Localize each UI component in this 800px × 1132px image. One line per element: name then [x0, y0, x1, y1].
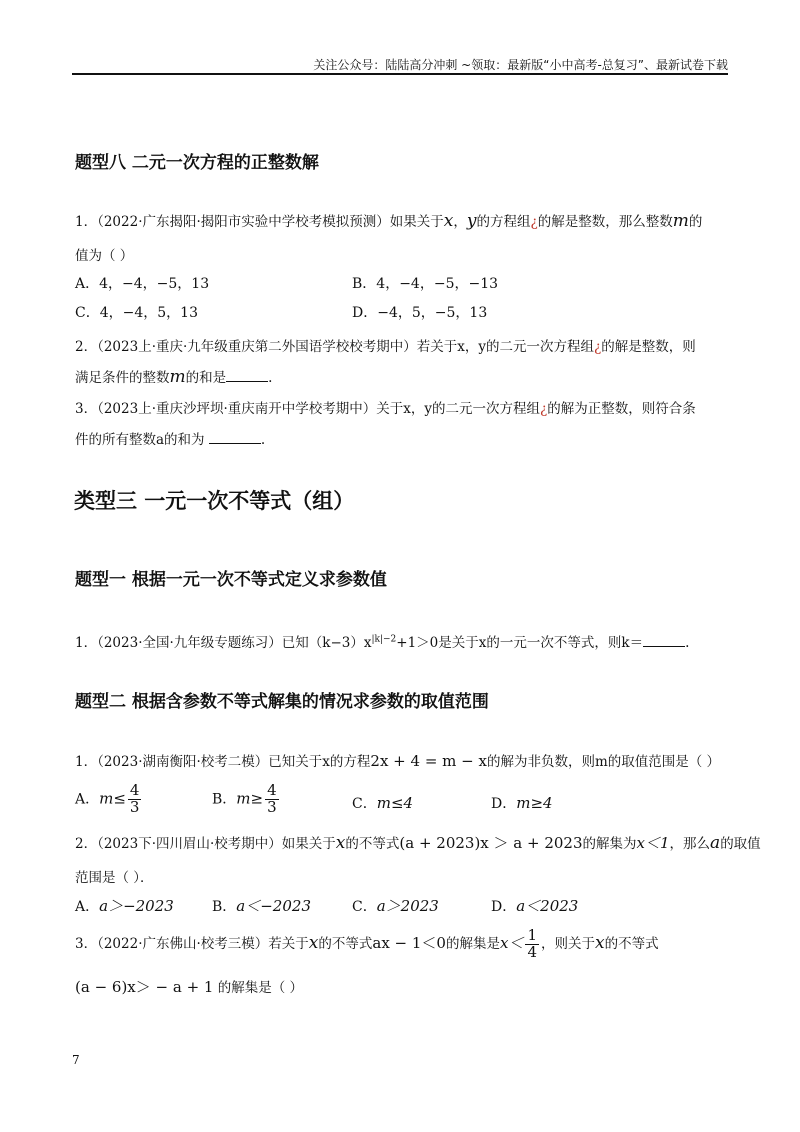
s2-q1-option-c: C．m≤4 [352, 794, 414, 812]
s1-q1-line: 1．（2023·全国·九年级专题练习）已知$(k-3)x^{|k|-2}+1>0$是关于x的一元一次不等式，则k＝ . [75, 634, 690, 651]
s8-q3-line1: 3．（2023上·重庆沙坪坝·重庆南开中学校考期中）关于x，y的二元一次方程组¿的解为正整数，则符合条 [75, 401, 696, 417]
page-number: 7 [72, 1053, 80, 1067]
s8-q3-line2: 件的所有整数a的和为 . [75, 432, 266, 448]
section-title-s1: 题型一 根据一元一次不等式定义求参数值 [75, 570, 387, 590]
s2-q3-line1: 3．（2022·广东佛山·校考三模）若关于x的不等式ax − 1＜0的解集是x＜ $\frac{1}{4}$ ，则关于x的不等式 [75, 926, 659, 961]
answer-blank[interactable] [226, 369, 268, 382]
s2-q2-option-b: B．a＜−2023 [212, 897, 311, 915]
s8-q2-line1: 2．（2023上·重庆·九年级重庆第二外国语学校校考期中）若关于x，y的二元一次方程组¿的解是整数，则 [75, 339, 696, 355]
s8-q1-line2: 值为（ ） [75, 248, 134, 264]
s8-q1-option-d: D．−4，5，−5，13 [352, 305, 488, 321]
s8-q1-option-c: C．4，−4，5，13 [75, 305, 198, 321]
s2-q1-option-b: B．m≥ $\frac{4}{3}$ [212, 781, 277, 816]
header-rule [72, 73, 728, 75]
s8-q1-option-a: A．4，−4，−5，13 [75, 276, 210, 292]
s2-q1-line: 1．（2023·湖南衡阳·校考二模）已知关于x的方程2x + 4 = m − x的解为非负数，则m的取值范围是（ ） [75, 752, 721, 770]
section-title-s2: 题型二 根据含参数不等式解集的情况求参数的取值范围 [75, 692, 489, 712]
s2-q2-line1: 2．（2023下·四川眉山·校考期中）如果关于x的不等式(a + 2023)x ＞ a + 2023的解集为x＜1，那么a的取值 [75, 833, 761, 853]
s8-q2-line2: 满足条件的整数m的和是 . [75, 367, 273, 387]
s8-q1-line1: 1．（2022·广东揭阳·揭阳市实验中学校考模拟预测）如果关于x，y的方程组¿的解是整数，那么整数m的 [75, 211, 703, 231]
s2-q2-option-c: C．a＞2023 [352, 897, 439, 915]
section-title-s8: 题型八 二元一次方程的正整数解 [75, 153, 319, 173]
s2-q2-line2: 范围是（ ）． [75, 870, 154, 886]
answer-blank[interactable] [209, 431, 261, 444]
answer-blank[interactable] [643, 634, 685, 647]
s2-q1-option-a: A．m≤ $\frac{4}{3}$ [75, 781, 140, 816]
s2-q2-option-a: A．a＞−2023 [75, 897, 174, 915]
s2-q1-option-d: D．m≥4 [491, 794, 553, 812]
s2-q3-line2: (a − 6)x＞ − a + 1 的解集是（ ） [75, 978, 304, 996]
header-text: 关注公众号：陆陆高分冲刺 ~领取：最新版“小中高考-总复习”、最新试卷下载 [313, 58, 728, 72]
s8-q1-option-b: B．4，−4，−5，−13 [352, 276, 499, 292]
s2-q2-option-d: D．a＜2023 [491, 897, 579, 915]
type3-title: 类型三 一元一次不等式（组） [74, 489, 355, 513]
